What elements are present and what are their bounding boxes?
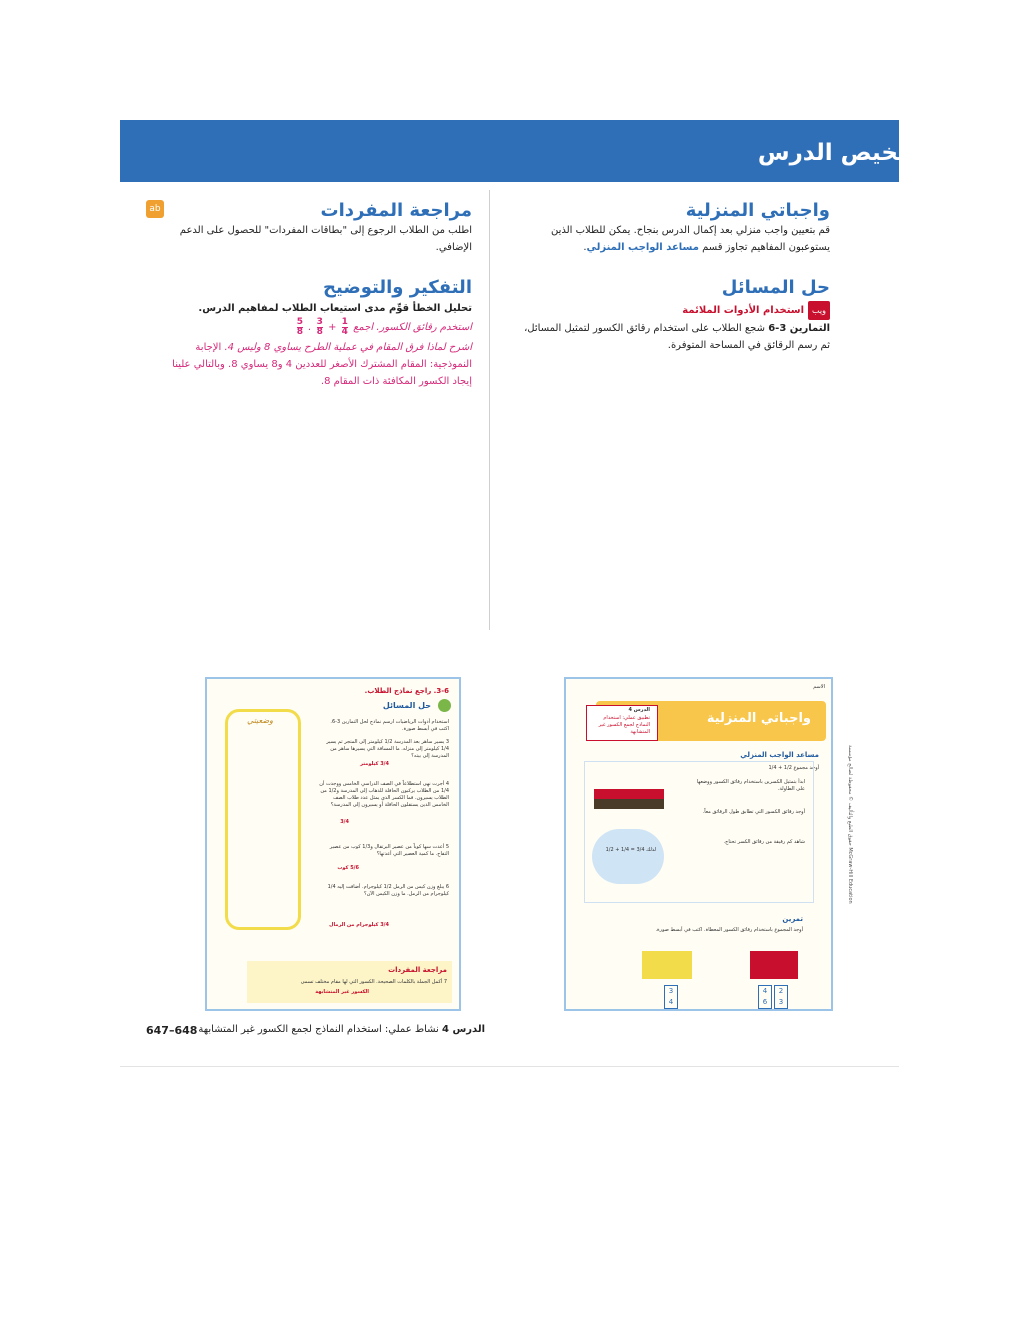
web-badge: ويب — [808, 301, 830, 320]
answer-cloud — [592, 829, 664, 884]
homework-heading: واجباتي المنزلية — [685, 200, 830, 221]
problem-solving-heading: حل المسائل — [721, 277, 830, 298]
reflect-text: تحليل الخطأ قوِّم مدى استيعاب الطلاب لمفاهيم الدرس. استخدم رقائق الكسور. اجمع $\frac{1}{4}$ + $\frac{3}{8}$ . $\frac{5}{8}$ اشرح لماذا فرق المقام في عملية الطرح يساوي 8 وليس 4. الإجابة النموذجية: المقام المشترك الأصغر للعددين 4 و8 يساوي 8. وبالتالي علينا إيجاد الكسور المكافئة ذات المقام 8. — [172, 303, 472, 387]
copyright-vertical: حقوق الطبع والتأليف © محفوظة لصالح مؤسسة McGraw-Hill Education — [847, 745, 853, 904]
worksheet-thumbnail-left: 3-6. راجع نماذج الطلاب. حل المسائل استخدام أدوات الرياضيات ارسم نماذج لحل التمارين 3-6. اكتب في أبسط صورة. 3 يسير ساهر بعد المدرسة 1/2 كيلومتر إلى المتجر ثم يسير 1/4 كيلومتر إلى منزله. ما المسافة التي يسيرها ساهر من المدرسة إلى بيته؟ 3/4 كيلومتر 4 أجرت نهى استطلاعاً في الصف الدراسي الخامس ووجدت أن 1/4 من الطلاب يركبون الحافلة للذهاب إلى المدرسة و1/2 من الطلاب يسيرون. فما الكسر الذي يمثل عدد طلاب الصف الخامس الذين يستقلون الحافلة أو يسيرون إلى المدرسة؟ 3/4 5 أعدت سها كوباً من عصير البرتقال و1/3 كوب من عصير التفاح. ما كمية العصير التي أعدتها؟ 5/6 كوب 6 يبلغ وزن كيس من الرمل 1/2 كيلوجرام. أضافت إليه 1/4 كيلوجرام من الرمل. ما وزن الكيس الآن؟ 3/4 كيلوجرام من الرمال وضعيتي مراجعة المفردات 7 أكمل الجملة بالكلمات الصحيحة. الكسور التي لها مقام مختلف تسمى الكسور غير المتشابهة — [205, 677, 461, 1011]
reflect-heading: التفكير والتوضيح — [323, 277, 472, 298]
vocab-text: اطلب من الطلاب الرجوع إلى "بطاقات المفردات" للحصول على الدعم الإضافي. — [179, 225, 472, 253]
homework-text: قم بتعيين واجب منزلي بعد إكمال الدرس بنجاح. يمكن للطلاب الذين يستوعبون المفاهيم تجاوز قسم مساعد الواجب المنزلي. — [550, 225, 830, 253]
answer-box-left: 3 4 — [664, 985, 678, 1009]
column-divider — [489, 190, 490, 630]
page-title: تلخيص الدرس — [757, 140, 916, 166]
vocab-heading: مراجعة المفردات — [320, 200, 472, 221]
fraction-five-eighths: $\frac{5}{8}$ — [296, 316, 304, 337]
notes-box — [225, 709, 301, 930]
worksheet-thumbnail-right: الاسم الدرس 4 تطبيق عملي: استخدام النماذج لجمع الكسور غير المتشابهة واجباتي المنزلية مساعد الواجب المنزلي أوجد مجموع 1/2 + 1/4 ابدأ بتمثيل الكسرين باستخدام رقائق الكسور ووضعها على الطاولة. أوجد رقائق الكسور التي تطابق طول الرقائق معاً. شاهد كم رقيقة من رقائق الكسر تحتاج. لذلك 3/4 = 1/4 + 1/2 تمرين أوجد المجموع باستخدام رقائق الكسور المعطاة. اكتب في أبسط صورة. 3 4 4 6 2 3 — [564, 677, 833, 1011]
page-numbers: 647–648 — [146, 1024, 198, 1037]
fraction-three-eighths: $\frac{3}{8}$ — [316, 316, 323, 337]
answer-box-right-1: 4 6 — [758, 985, 772, 1009]
homework-helper-link: مساعد الواجب المنزلي — [586, 242, 699, 253]
answer-box-right-2: 2 3 — [774, 985, 788, 1009]
footer-lesson: الدرس 4 نشاط عملي: استخدام النماذج لجمع الكسور غير المتشابهة — [198, 1024, 485, 1035]
problem-solving-icon — [438, 699, 451, 712]
fraction-one-fourth: $\frac{1}{4}$ — [341, 316, 348, 337]
footer-rule — [120, 1066, 899, 1067]
problem-solving-text: ويباستخدام الأدوات الملائمة التمارين 3-6 شجع الطلاب على استخدام رقائق الكسور لتمثيل المسائل، ثم رسم الرقائق في المساحة المتوفرة. — [500, 301, 830, 354]
lesson-number: 4 — [926, 136, 952, 162]
ab-icon: ab — [146, 200, 164, 218]
